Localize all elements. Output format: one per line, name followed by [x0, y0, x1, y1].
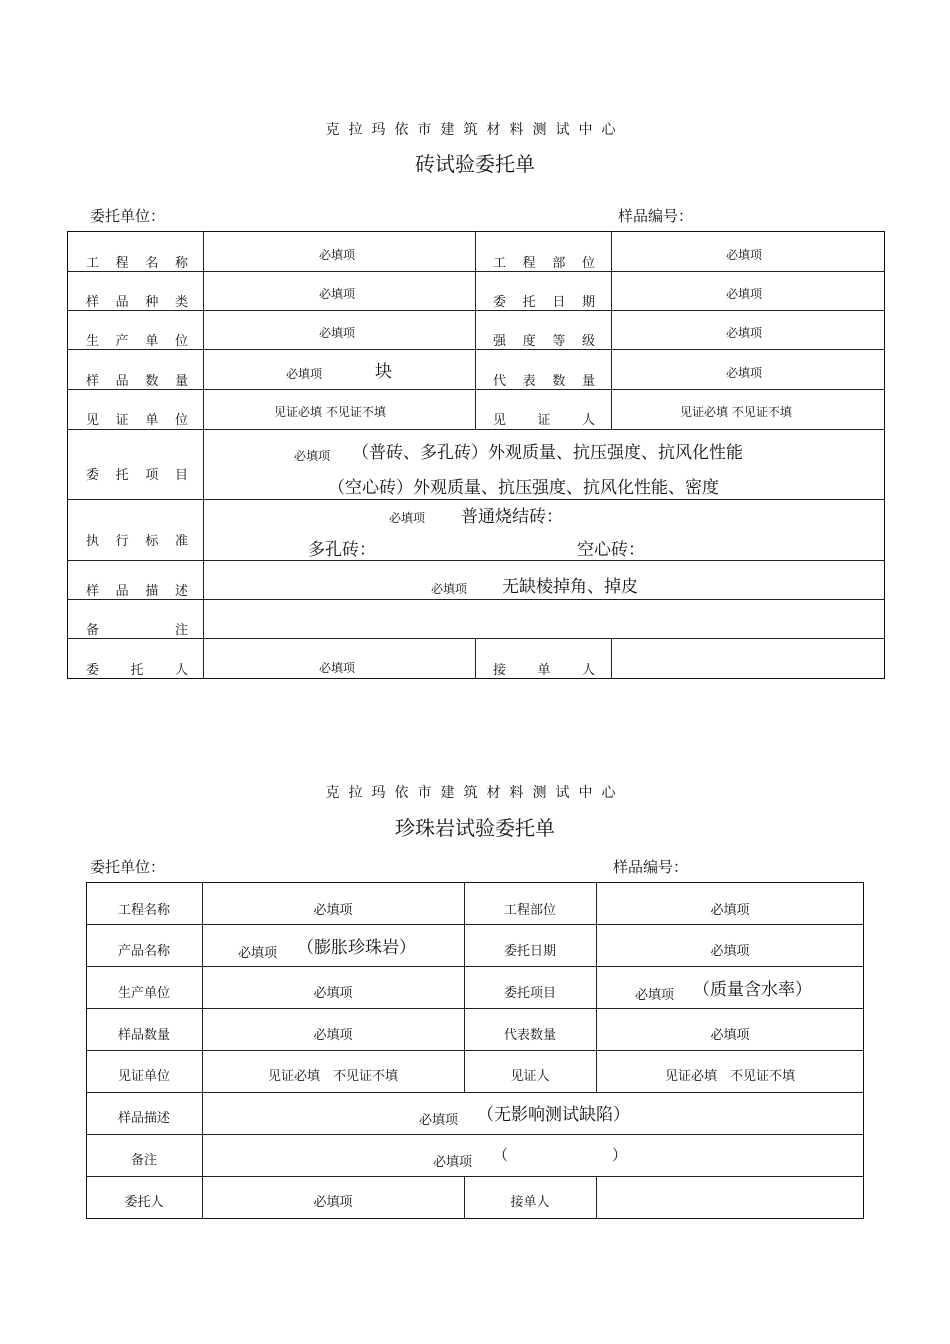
form1-label-remark: 备 注 — [86, 623, 188, 638]
form1-label-strength-grade: 强 度 等 级 — [493, 334, 595, 349]
form2-label-sample-qty: 样品数量 — [117, 1028, 170, 1043]
form1-value-sample-qty[interactable]: 必填项 — [286, 367, 323, 381]
form1-receiver-field[interactable] — [613, 640, 883, 677]
form2-label-description: 样品描述 — [117, 1111, 170, 1126]
form2-product-name-required: 必填项 — [238, 946, 278, 961]
form2-value-witness-unit[interactable]: 见证必填 不见证不填 — [267, 1069, 398, 1084]
form1-description-required: 必填项 — [431, 582, 468, 596]
form1-label-project-name: 工 程 名 称 — [86, 256, 188, 271]
form1-label-manufacturer: 生 产 单 位 — [86, 334, 188, 349]
form2-product-name-text[interactable]: （膨胀珍珠岩） — [297, 938, 416, 958]
form1-standard-ordinary[interactable]: 普通烧结砖： — [461, 507, 563, 527]
form2-label-manufacturer: 生产单位 — [117, 986, 170, 1001]
form1-label-witness-unit: 见 证 单 位 — [86, 413, 188, 428]
form2-label-client: 委托人 — [124, 1195, 164, 1210]
form1-label-sample-type: 样 品 种 类 — [86, 295, 188, 310]
form1-items-line1[interactable]: （普砖、多孔砖）外观质量、抗压强度、抗风化性能 — [352, 443, 743, 463]
form2-description-text[interactable]: （无影响测试缺陷） — [477, 1105, 630, 1125]
form1-label-project-part: 工 程 部 位 — [493, 256, 595, 271]
form2-remark-field[interactable] — [512, 1142, 612, 1164]
form1-label-rep-qty: 代 表 数 量 — [493, 374, 595, 389]
form2-remark-required: 必填项 — [433, 1155, 473, 1170]
form1-title: 砖试验委托单 — [415, 152, 535, 176]
form1-value-client[interactable]: 必填项 — [319, 661, 356, 675]
form1-items-required: 必填项 — [294, 449, 331, 463]
form2-items-text[interactable]: （质量含水率） — [693, 980, 812, 1000]
form2-label-witness-unit: 见证单位 — [117, 1069, 170, 1084]
form2-label-rep-qty: 代表数量 — [503, 1028, 556, 1043]
form2-title: 珍珠岩试验委托单 — [395, 816, 555, 840]
form2-value-commission-date[interactable]: 必填项 — [710, 944, 750, 959]
form1-items-line2[interactable]: （空心砖）外观质量、抗压强度、抗风化性能、密度 — [328, 478, 719, 498]
form2-value-client[interactable]: 必填项 — [313, 1195, 353, 1210]
form2-label-remark: 备注 — [130, 1153, 157, 1168]
form1-description-text[interactable]: 无缺棱掉角、掉皮 — [502, 577, 638, 597]
form2-receiver-field[interactable] — [598, 1178, 862, 1217]
form2-remark-close: ） — [612, 1146, 628, 1164]
form1-standard-hollow[interactable]: 空心砖： — [577, 540, 645, 560]
form1-label-witness: 见 证 人 — [493, 413, 595, 428]
form1-label-client: 委 托 人 — [86, 663, 188, 678]
form1-remark-field[interactable] — [205, 601, 883, 637]
form2-label-project-name: 工程名称 — [117, 903, 170, 918]
form1-value-witness-unit[interactable]: 见证必填 不见证不填 — [274, 405, 386, 419]
form1-sample-no-label: 样品编号： — [618, 207, 694, 225]
form1-value-rep-qty[interactable]: 必填项 — [726, 366, 763, 380]
form1-value-commission-date[interactable]: 必填项 — [726, 287, 763, 301]
form2-label-commission-date: 委托日期 — [503, 944, 556, 959]
form1-value-strength-grade[interactable]: 必填项 — [726, 326, 763, 340]
form2-sample-no-label: 样品编号： — [613, 858, 689, 876]
form1-label-sample-qty: 样 品 数 量 — [86, 374, 188, 389]
form2-value-rep-qty[interactable]: 必填项 — [710, 1028, 750, 1043]
form2-value-manufacturer[interactable]: 必填项 — [313, 986, 353, 1001]
form2-remark-open: （ — [493, 1146, 509, 1164]
form2-value-project-name[interactable]: 必填项 — [313, 903, 353, 918]
form2-value-sample-qty[interactable]: 必填项 — [313, 1028, 353, 1043]
form2-label-product-name: 产品名称 — [117, 944, 170, 959]
form1-value-manufacturer[interactable]: 必填项 — [319, 326, 356, 340]
form2-client-unit-label: 委托单位： — [90, 858, 166, 876]
form1-value-project-name[interactable]: 必填项 — [319, 248, 356, 262]
form1-label-description: 样 品 描 述 — [86, 584, 188, 599]
form1-client-unit-label: 委托单位： — [90, 207, 166, 225]
form2-label-project-part: 工程部位 — [503, 903, 556, 918]
form2-value-witness[interactable]: 见证必填 不见证不填 — [664, 1069, 795, 1084]
form2-description-required: 必填项 — [419, 1113, 459, 1128]
form1-label-items: 委 托 项 目 — [86, 468, 188, 483]
form1-label-standard: 执 行 标 准 — [86, 534, 188, 549]
form1-org: 克拉玛依市建筑材料测试中心 — [325, 122, 625, 138]
form2-value-project-part[interactable]: 必填项 — [710, 903, 750, 918]
form1-sample-qty-unit: 块 — [375, 362, 392, 382]
form2-org: 克拉玛依市建筑材料测试中心 — [325, 785, 625, 801]
form1-label-receiver: 接 单 人 — [493, 663, 595, 678]
form2-label-witness: 见证人 — [510, 1069, 550, 1084]
form1-value-project-part[interactable]: 必填项 — [726, 248, 763, 262]
form1-value-sample-type[interactable]: 必填项 — [319, 287, 356, 301]
form1-standard-porous[interactable]: 多孔砖： — [308, 540, 376, 560]
form2-label-receiver: 接单人 — [510, 1195, 550, 1210]
form1-standard-required: 必填项 — [389, 511, 426, 525]
form2-label-items: 委托项目 — [503, 986, 556, 1001]
form2-items-required: 必填项 — [635, 988, 675, 1003]
form1-label-commission-date: 委 托 日 期 — [493, 295, 595, 310]
form1-value-witness[interactable]: 见证必填 不见证不填 — [680, 405, 792, 419]
